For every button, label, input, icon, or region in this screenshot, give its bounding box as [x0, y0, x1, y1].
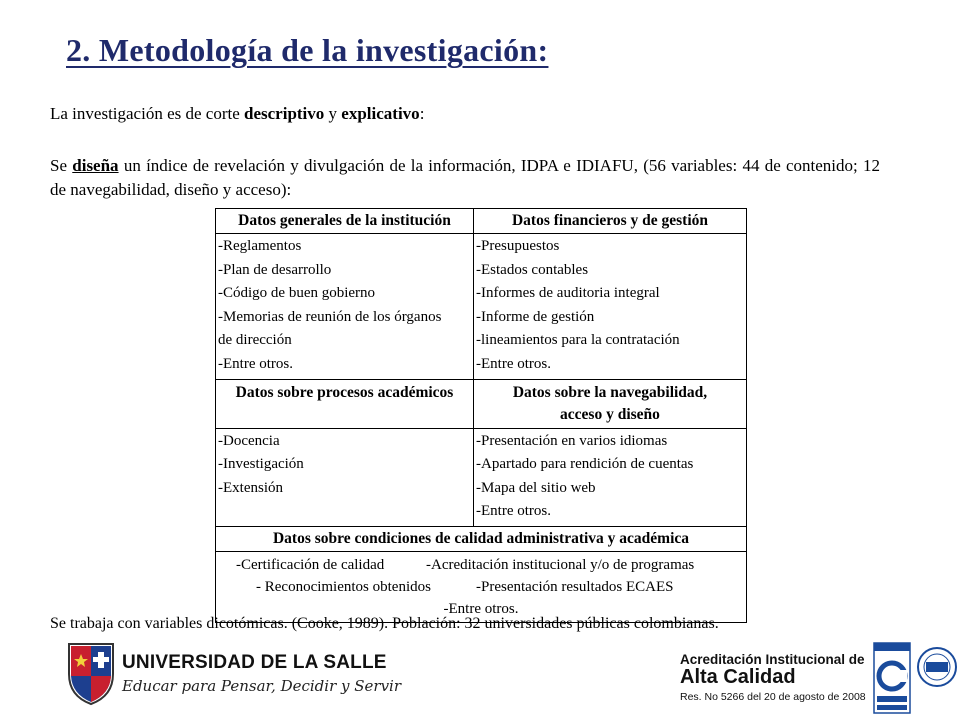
header-general: Datos generales de la institución — [216, 209, 474, 234]
general-items: -Reglamentos -Plan de desarrollo -Código de buen gobierno -Memorias de reunión de los órganos de dirección -Entre otros. — [216, 234, 474, 380]
navigability-items: -Presentación en varios idiomas -Apartado para rendición de cuentas -Mapa del sitio web -Entre otros. — [474, 428, 747, 526]
accreditation-line2: Alta Calidad — [680, 666, 796, 688]
table-row — [216, 526, 747, 551]
header-academic: Datos sobre procesos académicos — [216, 379, 474, 428]
header-financial: Datos financieros y de gestión — [474, 209, 747, 234]
university-name: UNIVERSIDAD DE LA SALLE — [122, 652, 387, 673]
intro-paragraph: La investigación es de corte descriptivo y explicativo: — [50, 104, 425, 123]
academic-items: -Docencia -Investigación -Extensión — [216, 428, 474, 526]
icontec-certification-icon — [873, 642, 911, 714]
university-slogan: Educar para Pensar, Decidir y Servir — [122, 677, 402, 695]
header-navigability: Datos sobre la navegabilidad, acceso y diseño — [474, 379, 747, 428]
variables-table — [215, 208, 747, 623]
quality-items: -Certificación de calidad -Acreditación institucional y/o de programas - Reconocimientos obtenidos -Presentación resultados ECAES -Entre otros. — [216, 551, 747, 622]
accreditation-line1: Acreditación Institucional de — [680, 652, 865, 667]
design-paragraph: Se diseña un índice de revelación y divulgación de la información, IDPA e IDIAFU, (56 variables: 44 de contenido; 12 de navegabilidad, diseño y acceso): — [50, 156, 881, 199]
financial-items: -Presupuestos -Estados contables -Informes de auditoria integral -Informe de gestión -lineamientos para la contratación -Entre otros. — [474, 234, 747, 380]
table-row — [216, 379, 747, 428]
footnote: Se trabaja con variables dicotómicas. (Cooke, 1989). Población: 32 universidades públicas colombianas. — [50, 615, 719, 632]
table-row — [216, 428, 747, 526]
table-row — [216, 209, 747, 234]
iqnet-certification-icon — [916, 646, 958, 688]
university-logo — [66, 640, 402, 710]
accreditation-block — [680, 652, 870, 703]
header-quality: Datos sobre condiciones de calidad administrativa y académica — [216, 526, 747, 551]
page-title: 2. Metodología de la investigación: — [66, 32, 549, 68]
table-row — [216, 234, 747, 380]
accreditation-resolution: Res. No 5266 del 20 de agosto de 2008 — [680, 691, 866, 703]
university-shield-icon — [66, 640, 116, 706]
